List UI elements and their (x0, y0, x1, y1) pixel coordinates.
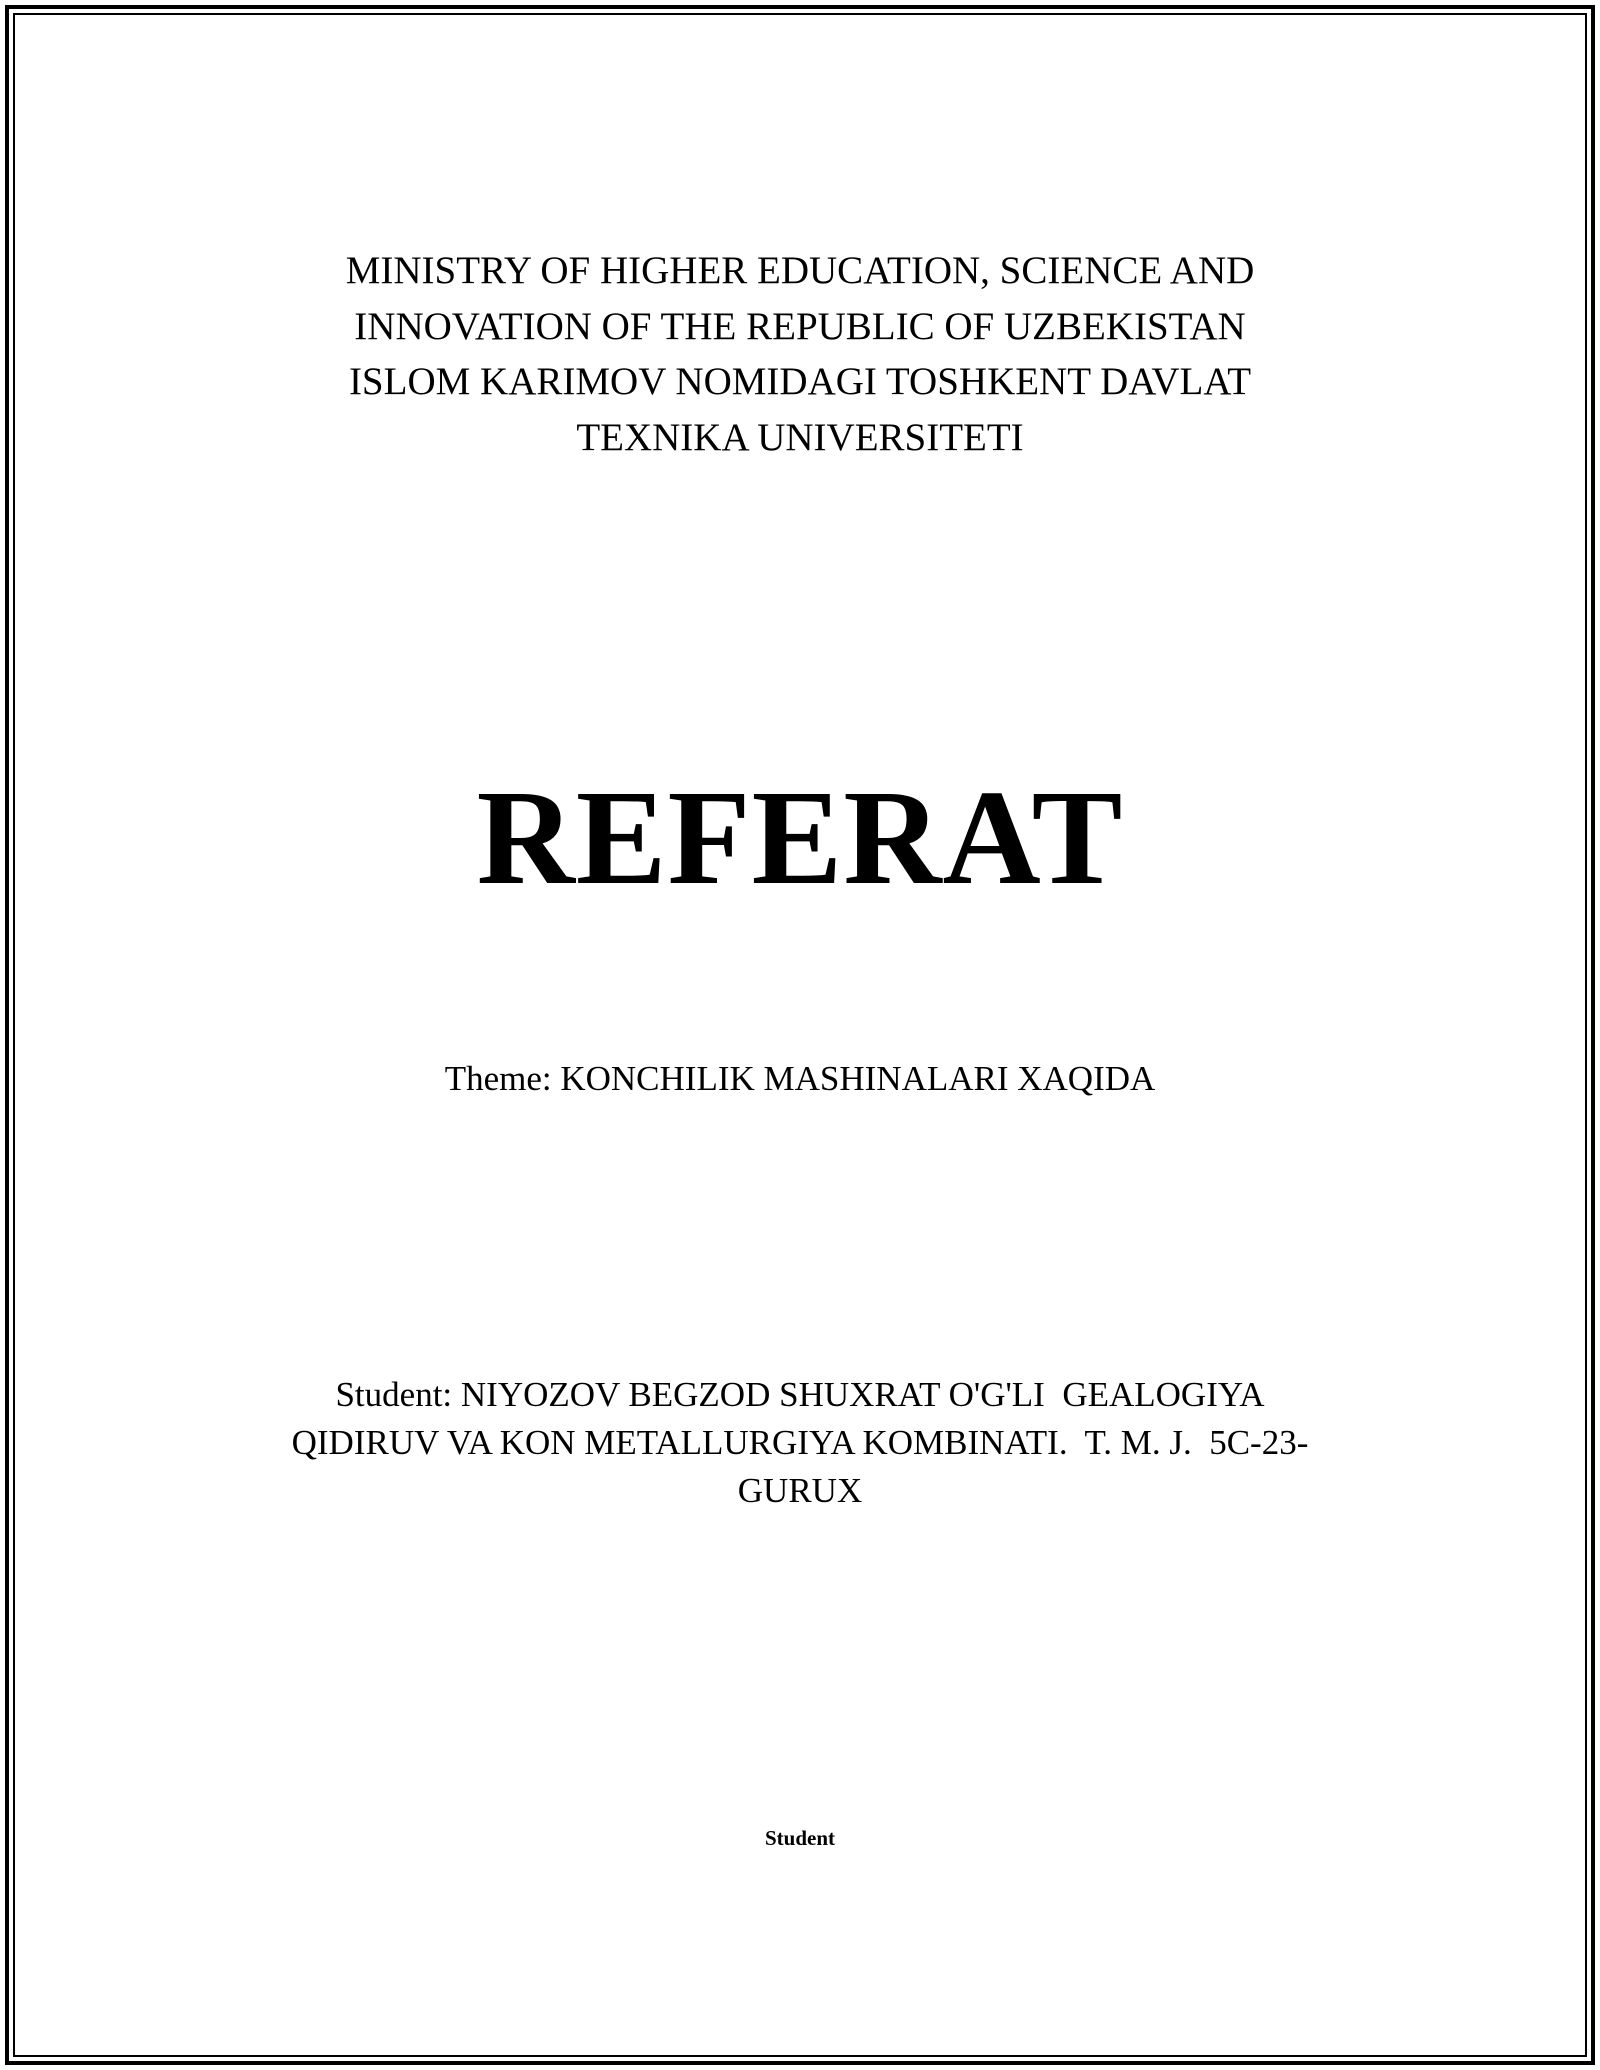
header-line: ISLOM KARIMOV NOMIDAGI TOSHKENT DAVLAT (348, 360, 1252, 403)
header-line: INNOVATION OF THE REPUBLIC OF UZBEKISTAN (354, 304, 1246, 348)
institution-header (0, 243, 1600, 465)
student-line: Student: NIYOZOV BEGZOD SHUXRAT O'G'LI GEALOGIYA (335, 1375, 1265, 1414)
theme-line: Theme: KONCHILIK MASHINALARI XAQIDA (444, 1059, 1156, 1098)
student-line: GURUX (737, 1471, 863, 1510)
header-line: TEXNIKA UNIVERSITETI (576, 415, 1024, 459)
document-title: REFERAT (476, 763, 1124, 913)
student-line: QIDIRUV VA KON METALLURGIYA KOMBINATI. T. M. J. 5C-23- (291, 1423, 1309, 1462)
footer-student-label: Student (764, 1826, 836, 1850)
header-line: MINISTRY OF HIGHER EDUCATION, SCIENCE AND (345, 249, 1255, 292)
student-info (0, 1371, 1600, 1515)
